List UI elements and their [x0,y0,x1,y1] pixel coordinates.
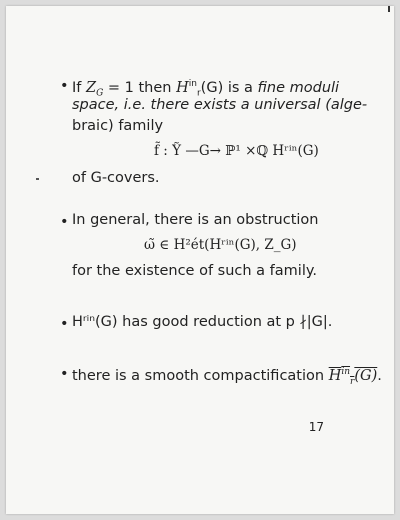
page-number: 17 [308,420,324,434]
bullet-2-dot: • [60,214,69,230]
bullet-3-text: Hʳⁱⁿ(G) has good reduction at p ∤|G|. [72,314,333,330]
bullet-1-line-4: of G-covers. [72,170,160,186]
bullet-2-line-1: In general, there is an obstruction [72,212,319,228]
stray-mark [36,178,39,180]
bullet-2-formula: ω̃ ∈ H²ét(Hʳⁱⁿ(G), Z_G) [144,237,297,253]
bullet-4-dot: • [60,366,69,382]
bullet-1-line-2: space, i.e. there exists a universal (alge- [72,97,368,113]
bullet-2-line-2: for the existence of such a family. [72,263,317,279]
compactification-symbol: $H^{in}_r(G)$ [328,367,378,387]
bullet-4-text: there is a smooth compactification $H^{in}_r(G)$. [72,367,382,387]
bullet-1-line-3: braic) family [72,118,164,134]
slide-page [6,6,394,514]
bullet-1-formula: f̃ : Ỹ —G→ ℙ¹ ×ℚ Hʳⁱⁿ(G) [154,143,319,159]
edge-mark [388,6,390,12]
bullet-1-dot: • [60,78,69,94]
bullet-1-line-1: If $Z_G = 1$ then $H^{in}_r(G)$ is a fine moduli [72,79,340,99]
bullet-3-dot: • [60,316,69,332]
